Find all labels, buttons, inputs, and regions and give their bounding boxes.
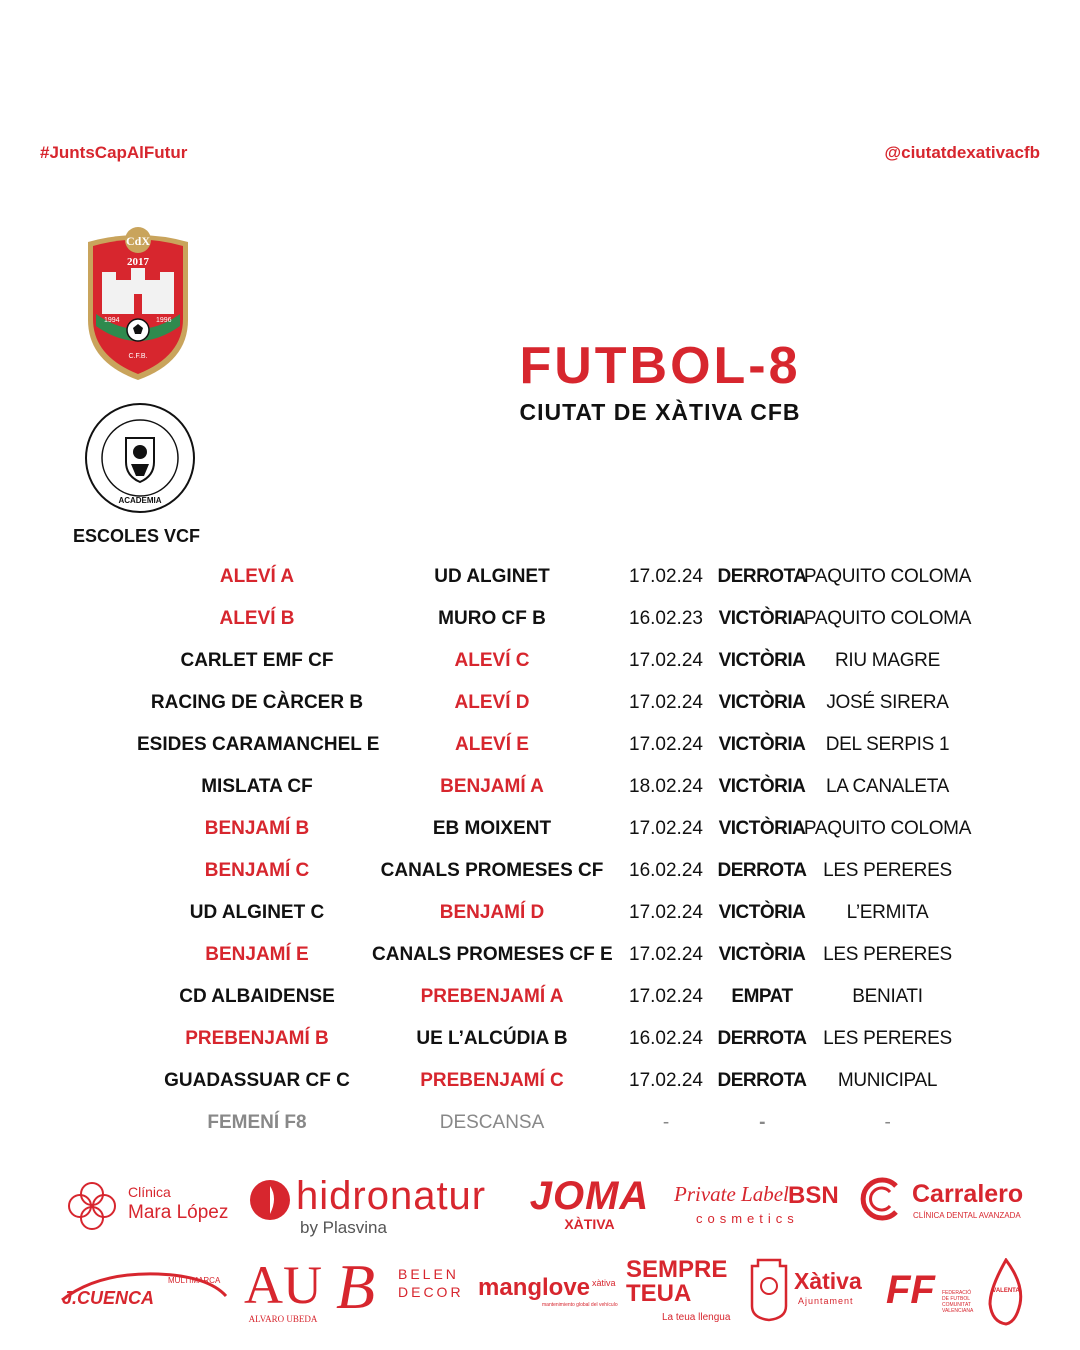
- sponsor-mara-line2: Mara López: [128, 1202, 229, 1223]
- match-venue: PAQUITO COLOMA: [803, 608, 972, 629]
- home-team: BENJAMÍ C: [204, 860, 310, 881]
- sponsor-cuenca-tag: MULTIMARCA: [168, 1276, 221, 1285]
- match-venue: PAQUITO COLOMA: [803, 818, 972, 839]
- sponsor-xativa-tagline: Ajuntament: [798, 1296, 854, 1306]
- match-result: VICTÒRIA: [718, 902, 806, 923]
- home-team: MISLATA CF: [201, 776, 313, 797]
- svg-text:2017: 2017: [127, 256, 149, 268]
- sponsor-ffcv-mark: FF: [886, 1268, 935, 1312]
- match-row: [0, 683, 1080, 725]
- escoles-vcf-label: ESCOLES VCF: [73, 526, 201, 546]
- home-team: ESIDES CARAMANCHEL E: [137, 734, 380, 755]
- sponsor-xativa-name: Xàtiva: [794, 1268, 862, 1294]
- sponsor-bsn-line2: cosmetics: [696, 1211, 799, 1226]
- home-team: GUADASSUAR CF C: [164, 1070, 350, 1091]
- sponsor-ajuntament-xativa: [748, 1256, 874, 1328]
- match-result: DERROTA: [717, 566, 807, 587]
- match-date: 17.02.24: [629, 1070, 703, 1091]
- sponsor-valenta-mark: VALENTA: [992, 1288, 1020, 1294]
- home-team: FEMENÍ F8: [207, 1112, 307, 1133]
- home-team: ALEVÍ B: [219, 608, 295, 629]
- match-venue: JOSÉ SIRERA: [826, 692, 949, 713]
- match-venue: BENIATI: [852, 986, 923, 1007]
- sponsor-belen-line1: BELEN: [398, 1266, 459, 1282]
- club-crest-logo: [82, 222, 194, 382]
- sponsor-sempre-teua: [622, 1256, 734, 1328]
- home-team: PREBENJAMÍ B: [185, 1028, 329, 1049]
- away-team: PREBENJAMÍ A: [420, 986, 564, 1007]
- sponsor-mara-lopez: [66, 1180, 236, 1234]
- match-row: [0, 599, 1080, 641]
- city-shield-icon: [748, 1256, 790, 1322]
- match-row: [0, 557, 1080, 599]
- match-result: -: [759, 1112, 765, 1133]
- svg-text:1994: 1994: [104, 317, 120, 324]
- sponsors-row-2: [0, 1250, 1080, 1332]
- flower-icon: [66, 1180, 118, 1232]
- sponsor-joma-name: JOMA: [529, 1174, 650, 1218]
- sponsor-ffcv-text: FEDERACIÓ DE FUTBOL COMUNITAT VALENCIANA: [942, 1290, 974, 1314]
- match-venue: PAQUITO COLOMA: [803, 566, 972, 587]
- sponsor-alvaro-name: ALVARO UBEDA: [248, 1314, 318, 1324]
- svg-text:CdX: CdX: [125, 234, 151, 248]
- sponsor-alvaro-mark: AU: [244, 1255, 322, 1315]
- match-result: VICTÒRIA: [718, 608, 806, 629]
- match-date: 17.02.24: [629, 818, 703, 839]
- home-team: RACING DE CÀRCER B: [150, 692, 364, 713]
- home-team: UD ALGINET C: [189, 902, 325, 923]
- sponsor-bsn-brand: BSN: [788, 1182, 839, 1209]
- sponsor-cuenca: [58, 1266, 230, 1316]
- match-row: [0, 935, 1080, 977]
- match-date: 16.02.23: [629, 608, 703, 629]
- sponsor-valenta: [984, 1258, 1028, 1326]
- match-row: [0, 1019, 1080, 1061]
- sponsor-manglove-name: manglove: [478, 1274, 591, 1301]
- match-venue: LES PERERES: [823, 1028, 952, 1049]
- sponsor-hidronatur-name: hidronatur: [296, 1174, 487, 1218]
- carralero-c-icon: [858, 1176, 904, 1222]
- match-venue: MUNICIPAL: [837, 1070, 938, 1091]
- sponsor-manglove-tagline: mantenimiento global del vehículo: [542, 1302, 618, 1308]
- match-row: [0, 809, 1080, 851]
- match-venue: LES PERERES: [823, 860, 952, 881]
- match-row: [0, 851, 1080, 893]
- sponsor-mara-line1: Clínica: [128, 1184, 171, 1200]
- away-team: ALEVÍ D: [454, 692, 530, 713]
- match-venue: LES PERERES: [823, 944, 952, 965]
- sponsor-sempre-tagline: La teua llengua: [662, 1312, 731, 1323]
- match-date: 18.02.24: [629, 776, 703, 797]
- match-result: DERROTA: [717, 1028, 807, 1049]
- sponsor-sempre-line2: TEUA: [626, 1280, 692, 1307]
- home-team: ALEVÍ A: [219, 566, 295, 587]
- away-team: EB MOIXENT: [432, 818, 552, 839]
- drop-icon: [248, 1178, 292, 1222]
- sponsor-carralero-name: Carralero: [912, 1180, 1024, 1208]
- away-team: DESCANSA: [439, 1112, 545, 1133]
- sponsor-cuenca-name: J.CUENCA: [62, 1288, 155, 1308]
- vcf-academy-badge: [84, 402, 196, 514]
- match-venue: LA CANALETA: [825, 776, 950, 797]
- match-date: 17.02.24: [629, 986, 703, 1007]
- sponsor-carralero-tagline: CLÍNICA DENTAL AVANZADA: [913, 1211, 1021, 1220]
- match-venue: -: [884, 1112, 891, 1133]
- away-team: MURO CF B: [438, 608, 546, 629]
- match-row: [0, 725, 1080, 767]
- away-team: CANALS PROMESES CF E: [372, 944, 613, 965]
- sponsor-manglove-city: xàtiva: [592, 1278, 616, 1288]
- match-date: 17.02.24: [629, 734, 703, 755]
- sponsor-belen-line2: DECOR: [398, 1284, 464, 1300]
- match-date: 16.02.24: [629, 860, 703, 881]
- match-row: [0, 977, 1080, 1019]
- sponsor-hidronatur-tagline: by Plasvina: [300, 1218, 387, 1237]
- away-team: PREBENJAMÍ C: [420, 1070, 564, 1091]
- away-team: UE L’ALCÚDIA B: [416, 1028, 568, 1049]
- sponsors-row-1: [0, 1168, 1080, 1238]
- match-row: [0, 893, 1080, 935]
- page-subtitle: CIUTAT DE XÀTIVA CFB: [519, 399, 801, 425]
- match-result: VICTÒRIA: [718, 944, 806, 965]
- sponsor-alvaro-ubeda: [238, 1254, 328, 1328]
- home-team: CARLET EMF CF: [180, 650, 334, 671]
- hashtag-text: #JuntsCapAlFutur: [40, 143, 188, 162]
- match-result: EMPAT: [731, 986, 793, 1007]
- match-date: 17.02.24: [629, 944, 703, 965]
- away-team: ALEVÍ C: [454, 650, 530, 671]
- match-date: 17.02.24: [629, 902, 703, 923]
- match-result: VICTÒRIA: [718, 692, 806, 713]
- sponsor-sempre-line1: SEMPRE: [626, 1256, 728, 1283]
- match-row: [0, 767, 1080, 809]
- page-title: FUTBOL-8: [519, 337, 801, 395]
- social-handle: @ciutatdexativacfb: [884, 143, 1040, 162]
- match-result: VICTÒRIA: [718, 776, 806, 797]
- match-result: VICTÒRIA: [718, 818, 806, 839]
- sponsor-bsn: [674, 1182, 844, 1232]
- sponsor-hidronatur: [248, 1174, 508, 1238]
- match-result: VICTÒRIA: [718, 650, 806, 671]
- match-result: DERROTA: [717, 860, 807, 881]
- sponsor-joma-city: XÀTIVA: [564, 1216, 615, 1232]
- match-date: 17.02.24: [629, 692, 703, 713]
- away-team: BENJAMÍ D: [439, 902, 545, 923]
- match-venue: L’ERMITA: [846, 902, 929, 923]
- match-date: -: [662, 1112, 670, 1133]
- match-result: DERROTA: [717, 1070, 807, 1091]
- sponsor-belen-decor: B BELEN DECOR: [336, 1251, 464, 1322]
- svg-text:ACADEMIA: ACADEMIA: [118, 496, 162, 505]
- away-team: BENJAMÍ A: [440, 776, 544, 797]
- match-date: 16.02.24: [629, 1028, 703, 1049]
- match-row: [0, 641, 1080, 683]
- svg-text:C.F.B.: C.F.B.: [128, 353, 148, 360]
- results-table: [0, 557, 1080, 1145]
- match-row: [0, 1061, 1080, 1103]
- match-date: 17.02.24: [629, 566, 703, 587]
- svg-text:1996: 1996: [156, 317, 172, 324]
- match-venue: DEL SERPIS 1: [825, 734, 950, 755]
- home-team: BENJAMÍ B: [204, 818, 310, 839]
- sponsor-ffcv: [886, 1254, 980, 1328]
- home-team: BENJAMÍ E: [205, 944, 309, 965]
- match-date: 17.02.24: [629, 650, 703, 671]
- home-team: CD ALBAIDENSE: [179, 986, 335, 1007]
- away-team: UD ALGINET: [434, 566, 550, 587]
- sponsor-joma: [522, 1174, 657, 1234]
- sponsor-bsn-line1: Private Label: [674, 1182, 789, 1206]
- match-venue: RIU MAGRE: [835, 650, 940, 671]
- match-row-resting: [0, 1103, 1080, 1145]
- away-team: ALEVÍ E: [455, 734, 529, 755]
- away-team: CANALS PROMESES CF: [380, 860, 604, 881]
- sponsor-manglove: [478, 1274, 618, 1314]
- sponsor-carralero: [858, 1174, 1028, 1232]
- match-result: VICTÒRIA: [718, 734, 806, 755]
